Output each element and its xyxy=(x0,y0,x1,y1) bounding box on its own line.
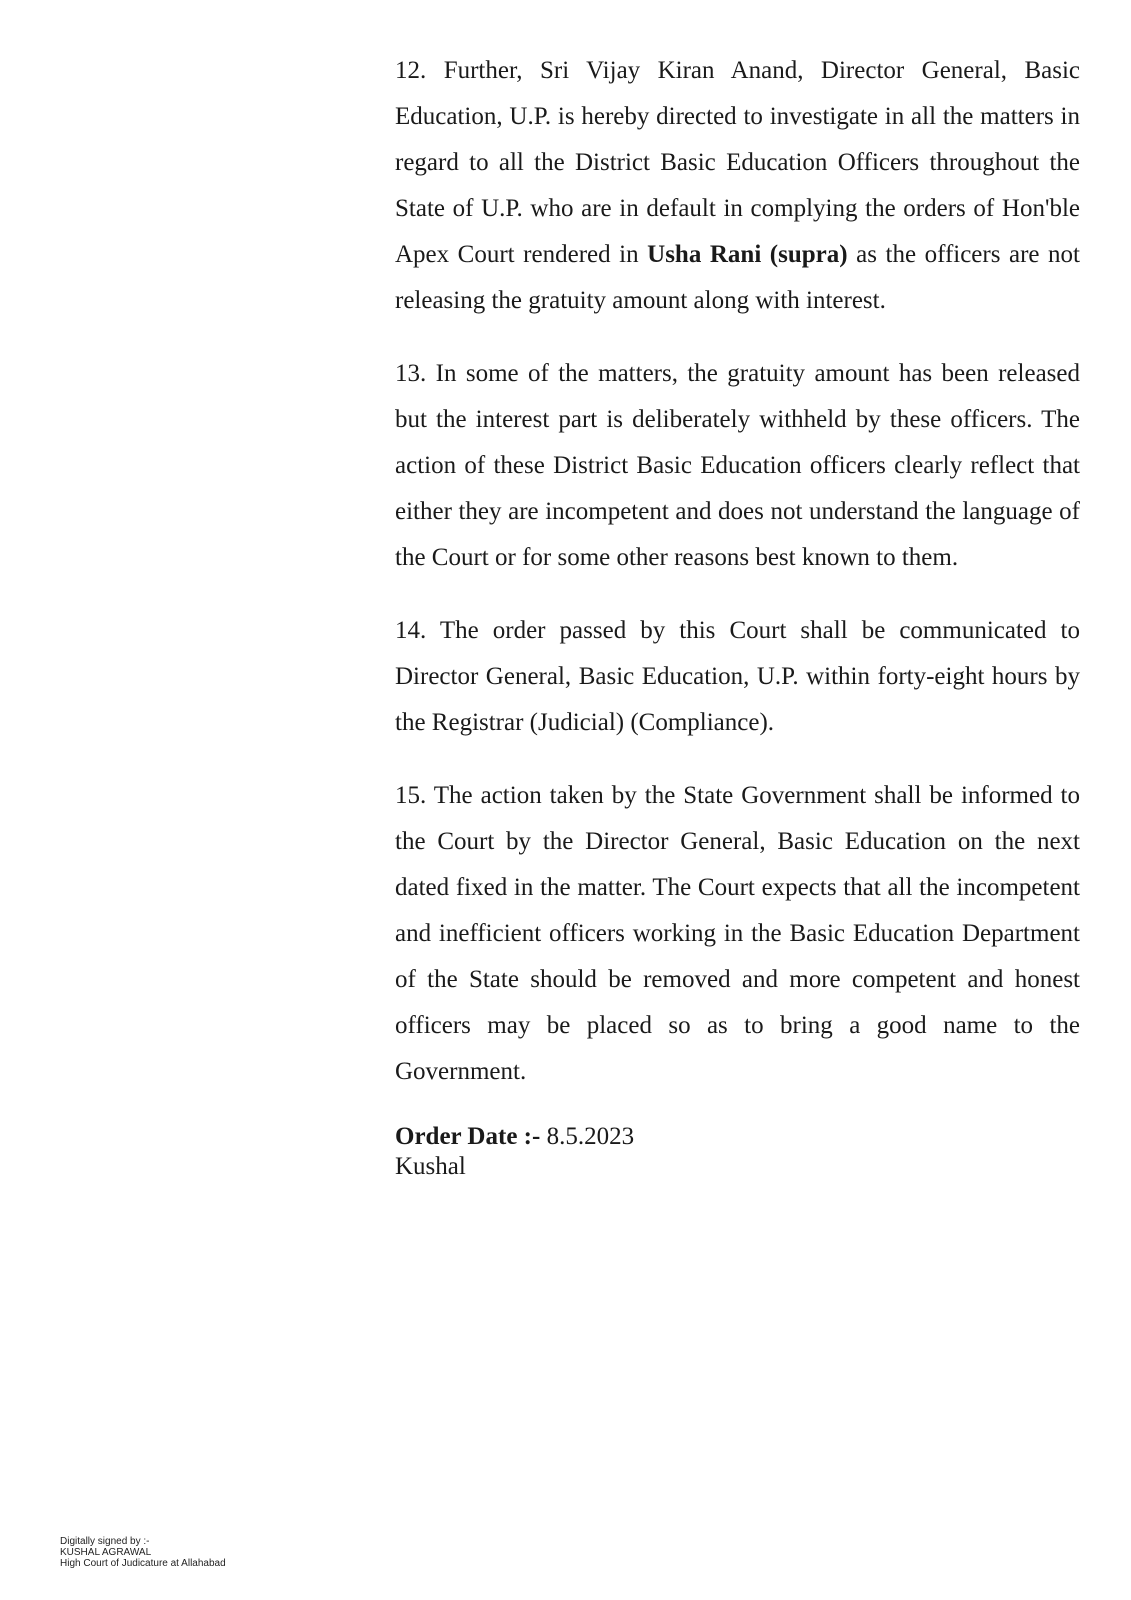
signature-line-2: KUSHAL AGRAWAL xyxy=(60,1547,152,1558)
order-footer xyxy=(395,1122,1080,1182)
paragraph-12-text-start: 12. Further, Sri Vijay Kiran Anand, Director General, Basic Education, U.P. is hereby directed to investigate in all the matters in regard to all the District Basic Education Officers throughout the State of U.P. who are in default in complying the orders of Hon'ble Apex Court rendered in xyxy=(395,57,1080,268)
case-citation: Usha Rani (supra) xyxy=(647,241,848,268)
order-date-line xyxy=(395,1122,1080,1152)
document-body xyxy=(395,48,1080,1182)
signature-line-1: Digitally signed by :- xyxy=(60,1536,150,1547)
digital-signature xyxy=(60,1536,226,1569)
signature-line-3: High Court of Judicature at Allahabad xyxy=(60,1558,226,1569)
paragraph-12 xyxy=(395,48,1080,324)
order-date-value: 8.5.2023 xyxy=(540,1123,635,1150)
paragraph-12-text-end: as the officers are not releasing the gratuity amount along with interest. xyxy=(395,241,1081,314)
paragraph-15: 15. The action taken by the State Government shall be informed to the Court by the Director General, Basic Education on the next dated fixed in the matter. The Court expects that all the incompetent and inefficient officers working in the Basic Education Department of the State should be removed and more competent and honest officers may be placed so as to bring a good name to the Government. xyxy=(395,782,1080,1085)
paragraph-13: 13. In some of the matters, the gratuity amount has been released but the interest part is deliberately withheld by these officers. The action of these District Basic Education officers clearly reflect that either they are incompetent and does not understand the language of the Court or for some other reasons best known to them. xyxy=(395,360,1080,571)
order-author-name: Kushal xyxy=(395,1153,466,1180)
paragraph-14: 14. The order passed by this Court shall be communicated to Director General, Basic Education, U.P. within forty-eight hours by the Registrar (Judicial) (Compliance). xyxy=(395,617,1080,736)
order-date-label: Order Date :- xyxy=(395,1123,541,1150)
